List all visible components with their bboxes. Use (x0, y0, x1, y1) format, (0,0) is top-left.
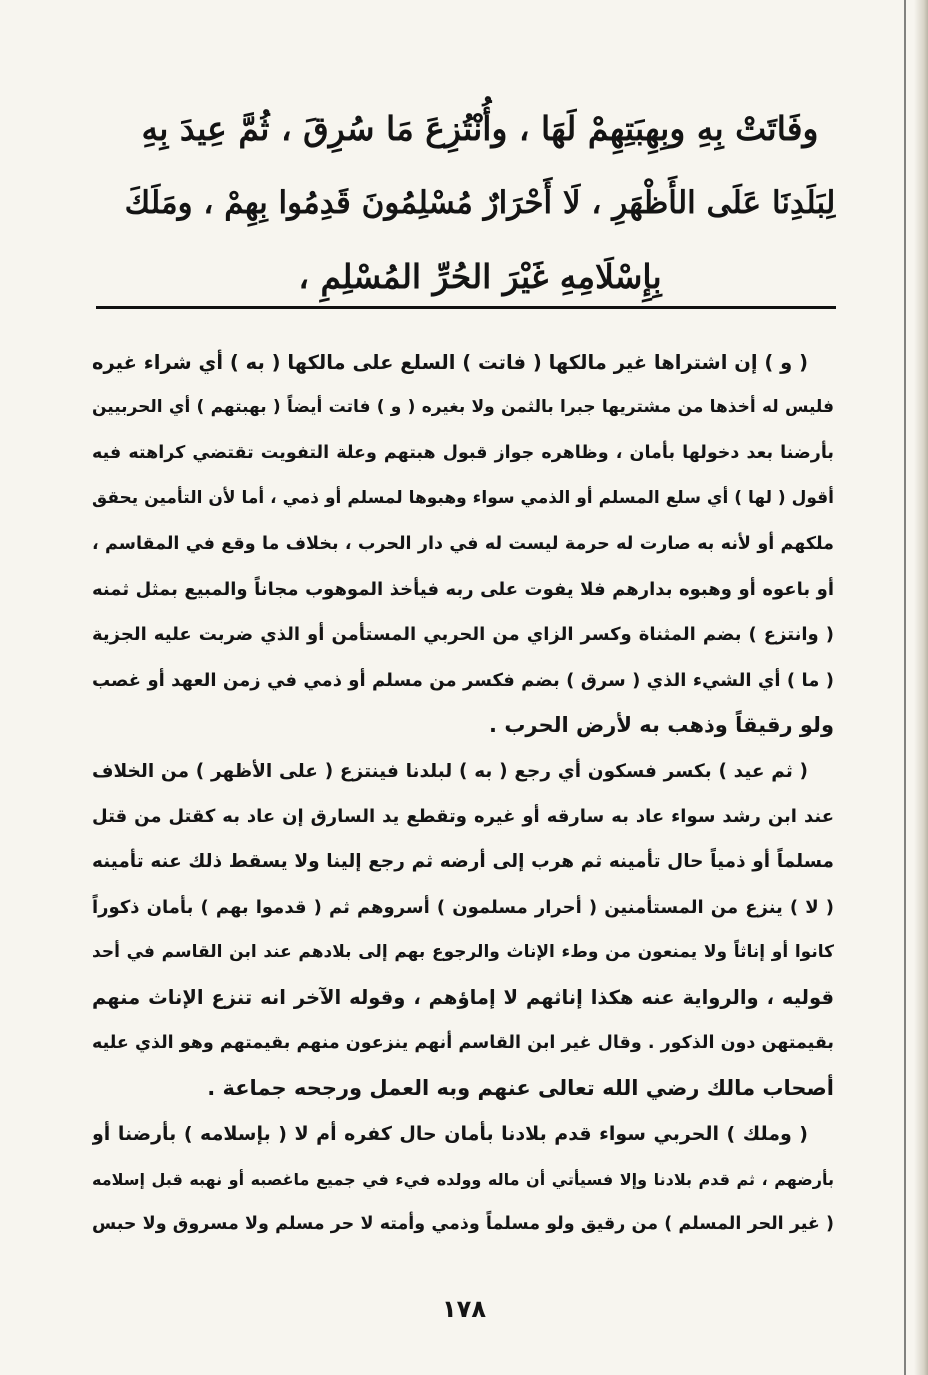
commentary-line: ( لا ) ينزع من المستأمنين ( أحرار مسلمون ) أسروهم ثم ( قدموا بهم ) بأمان ذكوراً (92, 896, 834, 918)
commentary-line: ملكهم أو لأنه به صارت له حرمة ليست له في دار الحرب ، بخلاف ما وقع في المقاسم ، (92, 533, 834, 554)
commentary-line: فليس له أخذها من مشتريها جبرا بالثمن ولا بغيره ( و ) فاتت أيضاً ( بهبتهم ) أي الحربيين (92, 397, 834, 418)
verse-line: بِإِسْلَامِهِ غَيْرَ الحُرِّ المُسْلِمِ ، (298, 257, 662, 296)
commentary-line: ( ما ) أي الشيء الذي ( سرق ) بضم فكسر من مسلم أو ذمي في زمن العهد أو غصب (92, 669, 834, 691)
commentary-line: ( غير الحر المسلم ) من رقيق ولو مسلماً وذمي وأمته لا حر مسلم ولا مسروق ولا حبس (92, 1214, 834, 1235)
commentary-line: ( وملك ) الحربي سواء قدم بلادنا بأمان حال كفره أم لا ( بإسلامه ) بأرضنا أو (92, 1122, 808, 1145)
commentary-line: عند ابن رشد سواء عاد به سارقه أو غيره وتقطع يد السارق إن عاد به كقتل من قتل (92, 805, 834, 827)
commentary-paragraph (92, 1112, 834, 1248)
verse-line: وفَاتَتْ بِهِ وبِهِبَتِهِمْ لَهَا ، وأُنْتُزِعَ مَا سُرِقَ ، ثُمَّ عِيدَ بِهِ (141, 109, 819, 148)
matn-verse-block (120, 92, 840, 314)
commentary-line: مسلماً أو ذمياً حال تأمينه ثم هرب إلى أرضه ثم رجع إلينا ولا يسقط ذلك عنه تأمينه (92, 851, 834, 873)
commentary-line: ( و ) إن اشتراها غير مالكها ( فاتت ) السلع على مالكها ( به ) أي شراء غيره (92, 351, 808, 374)
page-edge-line (904, 0, 906, 1375)
commentary-line: أو باعوه أو وهبوه بدارهم فلا يفوت على ربه فيأخذ الموهوب مجاناً والمبيع بمثل ثمنه (92, 578, 834, 600)
verse-line: لِبَلَدِنَا عَلَى الأَظْهَرِ ، لَا أَحْرَارٌ مُسْلِمُونَ قَدِمُوا بِهِمْ ، ومَلَكَ (124, 185, 836, 221)
commentary-line: أصحاب مالك رضي الله تعالى عنهم وبه العمل ورجحه جماعة . (207, 1076, 834, 1101)
commentary-body (92, 340, 834, 1248)
commentary-line: بأرضهم ، ثم قدم بلادنا وإلا فسيأتي أن ماله وولده فيء في جميع ماغصبه أو نهبه قبل إسلامه (92, 1170, 834, 1190)
commentary-paragraph (92, 340, 834, 749)
commentary-line: أقول ( لها ) أي سلع المسلم أو الذمي سواء وهبوها لمسلم أو ذمي ، أما لأن التأمين يحقق (92, 488, 834, 509)
page-number: ١٧٨ (442, 1295, 486, 1323)
commentary-line: قوليه ، والرواية عنه هكذا إناثهم لا إماؤهم ، وقوله الآخر انه تنزع الإناث منهم (92, 986, 834, 1010)
commentary-line: بقيمتهن دون الذكور . وقال غير ابن القاسم أنهم ينزعون منهم بقيمتهم وهو الذي عليه (92, 1032, 834, 1053)
commentary-line: ( وانتزع ) بضم المثناة وكسر الزاي من الحربي المستأمن أو الذي ضربت عليه الجزية (92, 624, 834, 646)
commentary-line: بأرضنا بعد دخولها بأمان ، وظاهره جواز قبول هبتهم وعلة التفويت تقتضي كراهته فيه (92, 442, 834, 463)
book-spine-shadow (914, 0, 928, 1375)
commentary-line: كانوا أو إناثاً ولا يمنعون من وطء الإناث والرجوع بهم إلى بلادهم عند ابن القاسم في أحد (92, 942, 834, 963)
commentary-line: ( ثم عيد ) بكسر فسكون أي رجع ( به ) لبلدنا فينتزع ( على الأظهر ) من الخلاف (92, 760, 808, 782)
separator-rule (96, 306, 836, 309)
commentary-line: ولو رقيقاً وذهب به لأرض الحرب . (489, 713, 834, 738)
commentary-paragraph (92, 749, 834, 1112)
